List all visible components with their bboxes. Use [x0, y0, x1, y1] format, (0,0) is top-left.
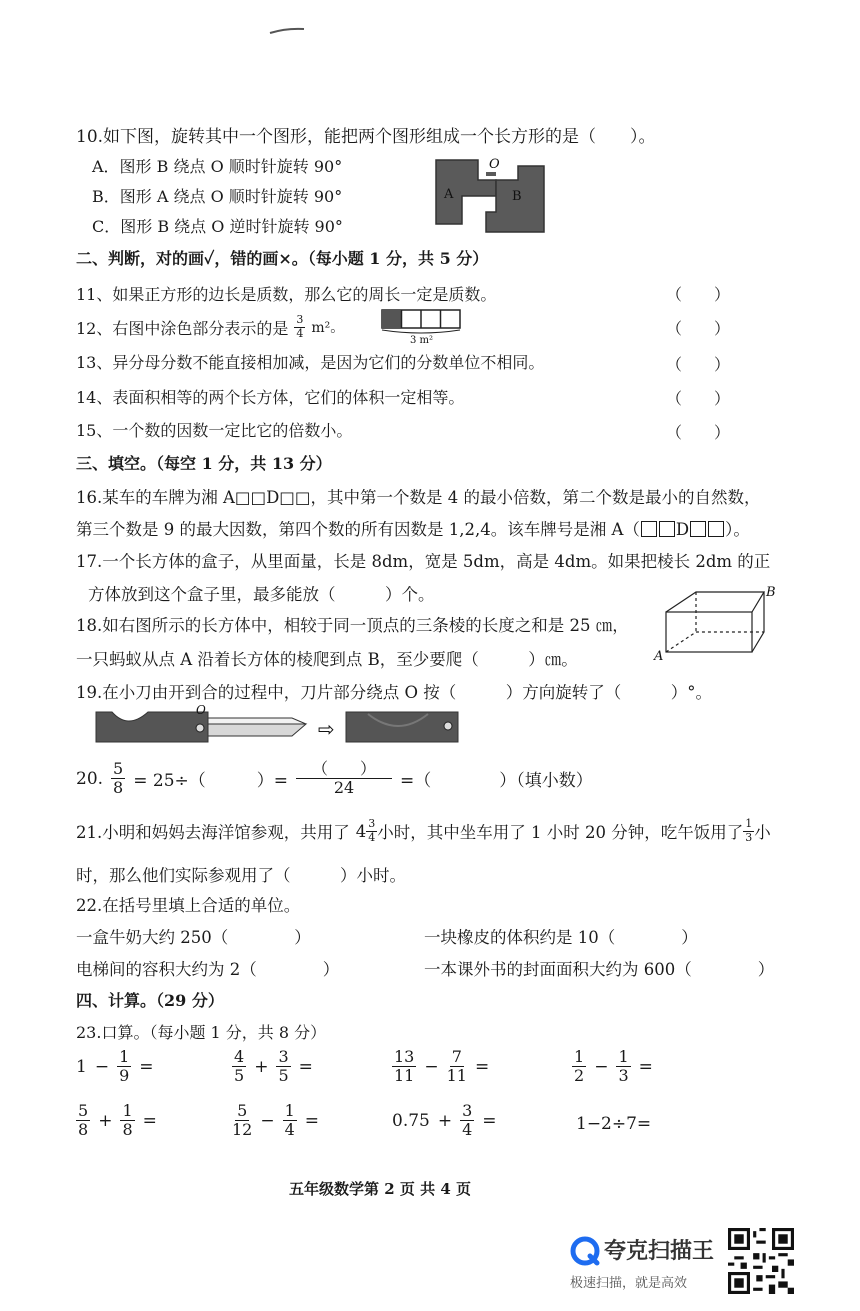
calc-3-num-b: 7: [451, 1047, 462, 1066]
calc-2-num-a: 4: [234, 1047, 245, 1066]
q16-digit-box-2[interactable]: [659, 521, 675, 537]
calc-4-den-b: 3: [618, 1066, 629, 1086]
q11-text: 11、如果正方形的边长是质数，那么它的周长一定是质数。: [76, 285, 497, 304]
q12-bar-figure: [380, 306, 464, 344]
calc-4-eq: =: [638, 1056, 653, 1077]
q20-blank-numerator[interactable]: （ ）: [296, 760, 392, 779]
calc-5-fraction-b: [120, 1102, 134, 1140]
q10-option-c: C．图形 B 绕点 O 逆时针旋转 90°: [92, 217, 343, 236]
q12-unit: m²。: [311, 320, 345, 337]
calc-3-op: −: [424, 1056, 439, 1077]
brand-logo-icon: [570, 1236, 600, 1266]
q18-label-a: A: [654, 649, 664, 664]
qr-code-icon: [728, 1228, 794, 1294]
q22-item-a: 一盒牛奶大约 250（ ）: [76, 928, 311, 947]
calc-2-fraction-b: [276, 1048, 290, 1086]
calc-5-den-a: 8: [78, 1120, 89, 1140]
q10-option-a: A．图形 B 绕点 O 顺时针旋转 90°: [92, 157, 343, 176]
q16-line2-text: 第三个数是 9 的最大因数，第四个数的所有因数是 1,2,4。该车牌号是湘 A（: [76, 520, 640, 539]
q23-title: 23.口算。（每小题 1 分，共 8 分）: [76, 1023, 327, 1042]
q18-label-b: B: [766, 585, 776, 600]
q12-fraction: [294, 314, 305, 340]
q22-item-c: 电梯间的容积大约为 2（ ）: [76, 960, 340, 979]
calc-2-op: +: [254, 1056, 269, 1077]
q21-numerator-1: 3: [368, 817, 376, 830]
calc-1-a: 1: [76, 1056, 87, 1077]
q20-fraction-5-8: [111, 760, 125, 798]
calc-7-op: +: [437, 1110, 453, 1131]
calc-6-fraction-b: [283, 1102, 297, 1140]
section-4-title: 四、计算。（29 分）: [76, 991, 224, 1010]
calc-1-den: 9: [119, 1066, 130, 1086]
q10-figure: [432, 152, 548, 236]
q13-answer-paren[interactable]: （ ）: [666, 355, 731, 374]
q12-text: [76, 314, 344, 340]
calc-3-den-b: 11: [446, 1066, 467, 1086]
calc-6: [232, 1102, 319, 1140]
q12-denominator: 4: [296, 326, 304, 340]
q17-line2: 方体放到这个盒子里，最多能放（ ）个。: [88, 585, 435, 604]
calc-8: [576, 1114, 651, 1134]
q15-answer-paren[interactable]: （ ）: [666, 423, 731, 442]
q11-answer-paren[interactable]: （ ）: [666, 285, 731, 304]
q12-bar-label: 3 m²: [410, 335, 434, 344]
q16-close: ）。: [725, 520, 750, 539]
calc-8-expr: 1−2÷7=: [576, 1114, 652, 1134]
calc-4: [572, 1048, 653, 1086]
calc-3-num-a: 13: [394, 1047, 415, 1066]
q19-arrow: ⇨: [318, 717, 335, 741]
calc-3-den-a: 11: [394, 1066, 415, 1086]
q16-line2: [76, 516, 750, 540]
q21-line1: [76, 818, 771, 844]
calc-1: [76, 1048, 154, 1086]
q20-fraction-blank: [296, 760, 392, 798]
q21-whole: 4: [355, 821, 367, 841]
q16-digit-box-3[interactable]: [690, 521, 706, 537]
q10-label-b: B: [512, 189, 522, 204]
q16-letter-d: D: [675, 520, 690, 539]
q21-denominator-1: 4: [368, 830, 376, 844]
calc-1-op: −: [94, 1056, 110, 1077]
q22-item-b: 一块橡皮的体积约是 10（ ）: [424, 928, 698, 947]
calc-5-den-b: 8: [122, 1120, 133, 1140]
calc-4-num-a: 1: [574, 1047, 585, 1066]
q19-label-o: O: [196, 704, 206, 717]
calc-2-den-b: 5: [278, 1066, 289, 1086]
calc-5: [76, 1102, 157, 1140]
q18-cuboid-figure: [652, 582, 782, 664]
calc-6-op: −: [260, 1110, 275, 1131]
calc-7-eq: =: [482, 1110, 497, 1131]
calc-7-den: 4: [462, 1120, 473, 1140]
q12-prefix: 12、右图中涂色部分表示的是: [76, 318, 289, 338]
q10-option-b: B．图形 A 绕点 O 顺时针旋转 90°: [92, 187, 343, 206]
calc-5-eq: =: [142, 1110, 157, 1131]
calc-6-num-b: 1: [284, 1101, 295, 1120]
q19-knife-figure: [92, 704, 468, 746]
q20-blank-denominator: 24: [333, 778, 355, 798]
calc-1-eq: =: [139, 1056, 154, 1077]
calc-5-num-b: 1: [122, 1101, 133, 1120]
calc-5-op: +: [98, 1110, 113, 1131]
q22-item-d: 一本课外书的封面面积大约为 600（ ）: [424, 960, 775, 979]
scan-mark: [268, 26, 308, 36]
calc-3-fraction-a: [392, 1048, 416, 1086]
calc-3-eq: =: [474, 1056, 490, 1077]
calc-2-eq: =: [298, 1056, 313, 1077]
calc-6-den-a: 12: [232, 1120, 253, 1140]
q16-digit-box-4[interactable]: [708, 521, 724, 537]
calc-2-fraction-a: [232, 1048, 246, 1086]
q20-middle: = 25÷（ ）=: [133, 771, 289, 792]
q18-line1: 18.如右图所示的长方体中，相较于同一顶点的三条棱的长度之和是 25 ㎝，: [76, 616, 629, 635]
calc-5-fraction-a: [76, 1102, 90, 1140]
calc-3-fraction-b: [447, 1048, 467, 1086]
section-3-title: 三、填空。（每空 1 分，共 13 分）: [76, 454, 332, 473]
calc-4-num-b: 1: [618, 1047, 629, 1066]
q13-text: 13、异分母分数不能直接相加减，是因为它们的分数单位不相同。: [76, 353, 545, 372]
q14-answer-paren[interactable]: （ ）: [666, 389, 731, 408]
calc-4-op: −: [594, 1056, 609, 1077]
q10-label-o: O: [489, 157, 500, 172]
calc-4-fraction-a: [572, 1048, 586, 1086]
calc-4-fraction-b: [616, 1048, 630, 1086]
q12-answer-paren[interactable]: （ ）: [666, 319, 731, 338]
brand-tagline: 极速扫描，就是高效: [570, 1276, 688, 1291]
q15-text: 15、一个数的因数一定比它的倍数小。: [76, 421, 353, 440]
calc-2-den-a: 5: [234, 1066, 245, 1086]
q20-numerator: 5: [113, 759, 124, 778]
q17-line1: 17.一个长方体的盒子，从里面量，长是 8dm，宽是 5dm，高是 4dm。如果把棱长 2dm 的正: [76, 552, 771, 571]
calc-7: [392, 1102, 497, 1140]
calc-6-fraction-a: [232, 1102, 252, 1140]
q21-denominator-2: 3: [745, 830, 753, 844]
q16-line1: 16.某车的车牌为湘 A□□D□□，其中第一个数是 4 的最小倍数，第二个数是最小的自然数，: [76, 488, 761, 507]
calc-2-num-b: 3: [278, 1047, 289, 1066]
q20-number: 20.: [76, 768, 104, 789]
q21-fraction-1-3: [743, 818, 754, 844]
q10-label-a: A: [444, 187, 454, 202]
calc-7-fraction: [460, 1102, 474, 1140]
q21-numerator-2: 1: [745, 817, 753, 830]
calc-6-den-b: 4: [284, 1120, 295, 1140]
q10-stem: 10.如下图，旋转其中一个图形，能把两个图形组成一个长方形的是（ ）。: [76, 127, 656, 147]
q20-end: =（ ）（填小数）: [400, 771, 593, 792]
calc-7-num: 3: [462, 1101, 473, 1120]
calc-1-num: 1: [119, 1047, 130, 1066]
calc-6-eq: =: [304, 1110, 320, 1131]
brand-name: 夸克扫描王: [604, 1239, 715, 1264]
calc-5-num-a: 5: [78, 1101, 89, 1120]
page-footer: 五年级数学第 2 页 共 4 页: [289, 1180, 471, 1198]
q21-part-a: 21.小明和妈妈去海洋馆参观，共用了: [76, 823, 350, 843]
q20-denominator: 8: [113, 778, 124, 798]
calc-6-num-a: 5: [237, 1101, 248, 1120]
q22-title: 22.在括号里填上合适的单位。: [76, 896, 301, 915]
q21-part-c: 小: [754, 823, 771, 843]
scanner-watermark: [568, 1232, 728, 1302]
q21-part-b: 小时，其中坐车用了 1 小时 20 分钟，吃午饭用了: [377, 823, 744, 843]
q18-line2: 一只蚂蚁从点 A 沿着长方体的棱爬到点 B，至少要爬（ ）㎝。: [76, 650, 578, 669]
calc-7-a: 0.75: [392, 1110, 430, 1131]
q12-numerator: 3: [296, 313, 304, 326]
section-2-title: 二、判断，对的画✓，错的画×。（每小题 1 分，共 5 分）: [76, 249, 489, 268]
q16-digit-box-1[interactable]: [641, 521, 657, 537]
q20-line: [76, 760, 593, 798]
calc-4-den-a: 2: [574, 1066, 585, 1086]
q14-text: 14、表面积相等的两个长方体，它们的体积一定相等。: [76, 388, 465, 407]
q21-fraction-3-4: [366, 818, 377, 844]
q21-line2: 时，那么他们实际参观用了（ ）小时。: [76, 866, 406, 885]
q19-text: 19.在小刀由开到合的过程中，刀片部分绕点 O 按（ ）方向旋转了（ ）°。: [76, 683, 713, 702]
calc-1-fraction: [117, 1048, 131, 1086]
calc-3: [392, 1048, 489, 1086]
calc-2: [232, 1048, 313, 1086]
